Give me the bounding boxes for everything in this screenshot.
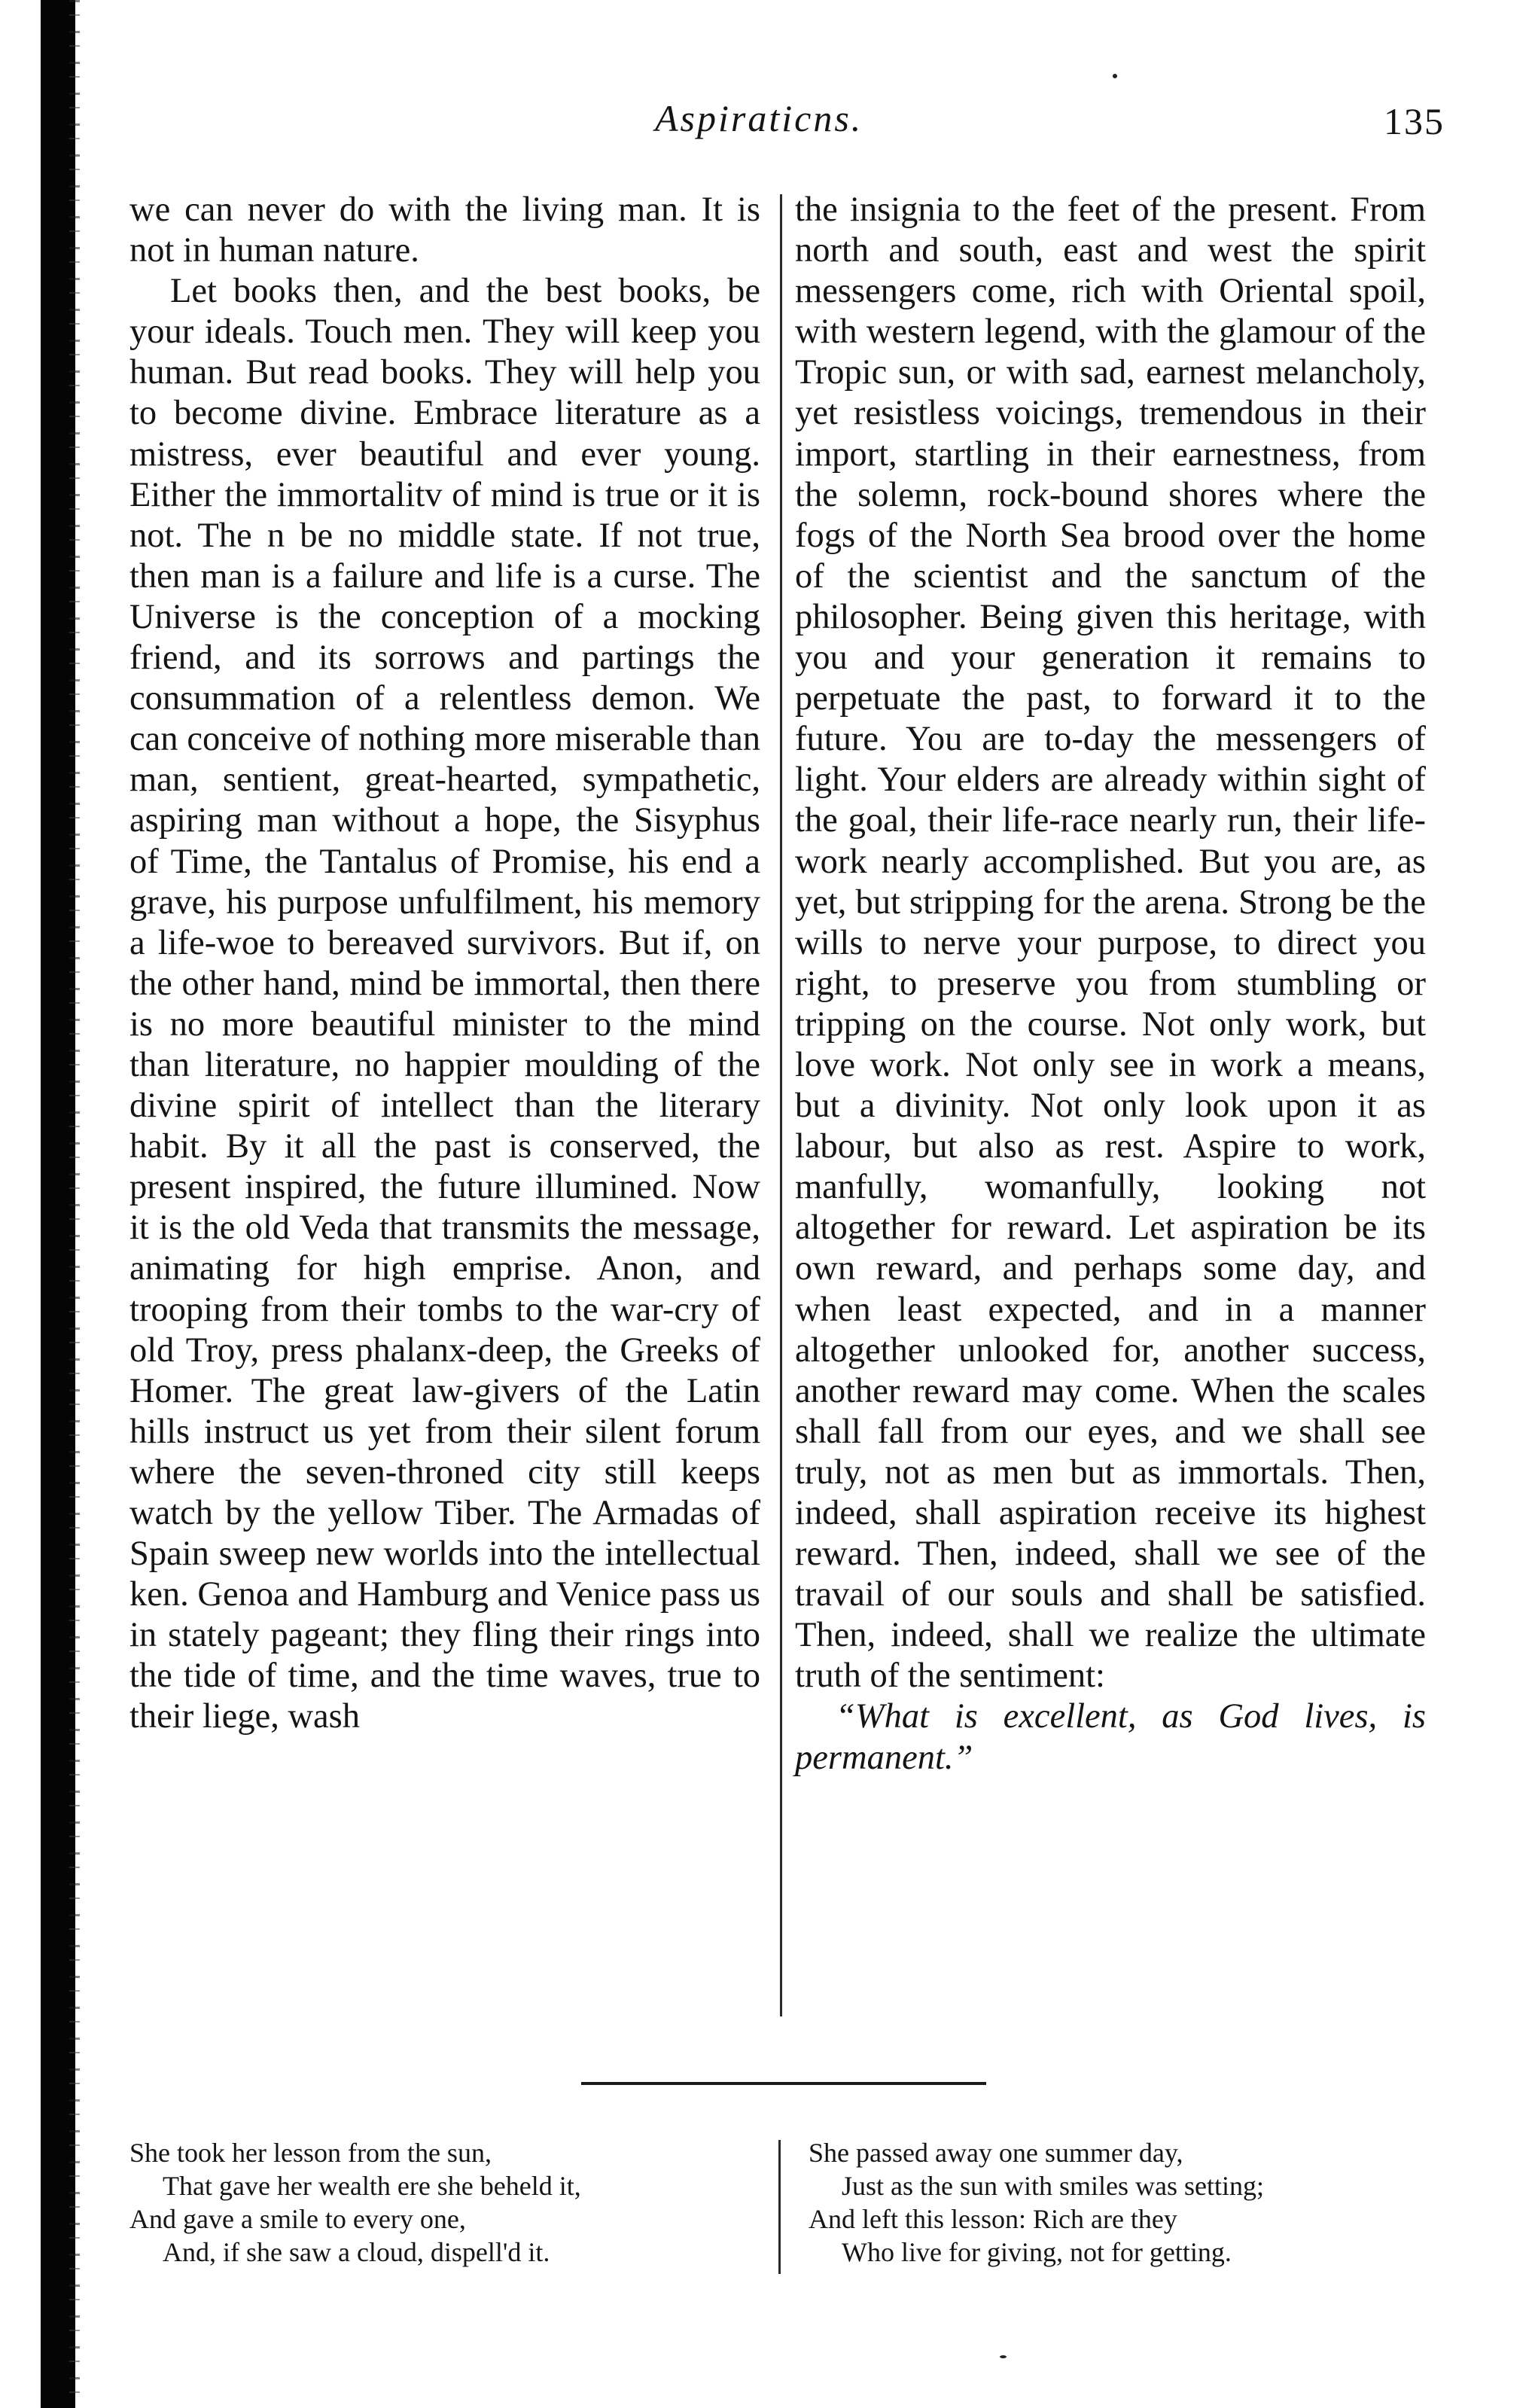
column-divider: [780, 194, 782, 2016]
print-speck: [1113, 74, 1117, 78]
poem-divider: [778, 2140, 781, 2274]
right-text-column: [795, 190, 1426, 1779]
poem-line: And, if she saw a cloud, dispell'd it.: [163, 2237, 550, 2267]
running-title: Aspiraticns.: [655, 97, 863, 139]
page-number: 135: [1384, 100, 1445, 142]
poem-line: Just as the sun with smiles was setting;: [842, 2171, 1264, 2201]
poem-stanza-right: [809, 2136, 1426, 2269]
left-text-column: [129, 190, 760, 1738]
poem-line: She passed away one summer day,: [809, 2138, 1183, 2168]
poem-stanza-left: [129, 2136, 747, 2269]
left-paragraph-2: Let books then, and the best books, be your ideals. Touch men. They will keep you human. But read books. They will help you to become divine. Embrace literature as a mistress, ever beautiful and ever young. Either the immortalitv of mind is true or it is not. The n be no middle state. If not true, then man is a failure and life is a curse. The Universe is the conception of a mocking friend, and its sorrows and partings the consummation of a relentless demon. We can conceive of nothing more miserable than man, sentient, great-hearted, sympathetic, aspiring man without a hope, the Sisyphus of Time, the Tantalus of Promise, his end a grave, his purpose unfulfilment, his memory a life-woe to bereaved survivors. But if, on the other hand, mind be immortal, then there is no more beautiful minister to the mind than literature, no happier moulding of the divine spirit of intellect than the literary habit. By it all the past is conserved, the present inspired, the future illumined. Now it is the old Veda that transmits the message, animating for high emprise. Anon, and trooping from their tombs to the war-cry of old Troy, press phalanx-deep, the Greeks of Homer. The great law-givers of the Latin hills instruct us yet from their silent forum where the seven-throned city still keeps watch by the yellow Tiber. The Armadas of Spain sweep new worlds into the intellectual ken. Genoa and Hamburg and Venice pass us in stately pageant; they fling their rings into the tide of time, and the time waves, true to their liege, wash: [129, 272, 760, 1736]
poem-line: And left this lesson: Rich are they: [809, 2204, 1177, 2234]
scan-edge-noise: [69, 0, 80, 2408]
poem-line: She took her lesson from the sun,: [129, 2138, 492, 2168]
left-paragraph-1: we can never do with the living man. It is not in human nature.: [129, 191, 760, 270]
poem-line: And gave a smile to every one,: [129, 2204, 466, 2234]
poem-line: That gave her wealth ere she beheld it,: [163, 2171, 581, 2201]
print-speck: [1000, 2355, 1007, 2358]
poem-line: Who live for giving, not for getting.: [842, 2237, 1232, 2267]
right-paragraph-1: the insignia to the feet of the present. From north and south, east and west the spirit messengers come, rich with Oriental spoil, with western legend, with the glamour of the Tropic sun, or with sad, earnest melancholy, yet resistless voicings, tremendous in their import, startling in their earnestness, from the solemn, rock-bound shores where the fogs of the North Sea brood over the home of the scientist and the sanctum of the philosopher. Being given this heritage, with you and your generation it remains to perpetuate the past, to forward it to the future. You are to-day the messengers of light. Your elders are already within sight of the goal, their life-race nearly run, their life-work nearly accomplished. But you are, as yet, but stripping for the arena. Strong be the wills to nerve your purpose, to direct you right, to preserve you from stumbling or tripping on the course. Not only work, but love work. Not only see in work a means, but a divinity. Not only look upon it as labour, but also as rest. Aspire to work, manfully, womanfully, looking not altogether for reward. Let aspiration be its own reward, and perhaps some day, and when least expected, and in a manner altogether unlooked for, another success, another reward may come. When the scales shall fall from our eyes, and we shall see truly, not as men but as immortals. Then, indeed, shall aspiration receive its highest reward. Then, indeed, shall we see of the travail of our souls and shall be satisfied. Then, indeed, shall we realize the ultimate truth of the sentiment:: [795, 191, 1426, 1696]
closing-quote: “What is excellent, as God lives, is permanent.”: [795, 1697, 1426, 1777]
section-separator-rule: [581, 2082, 986, 2085]
